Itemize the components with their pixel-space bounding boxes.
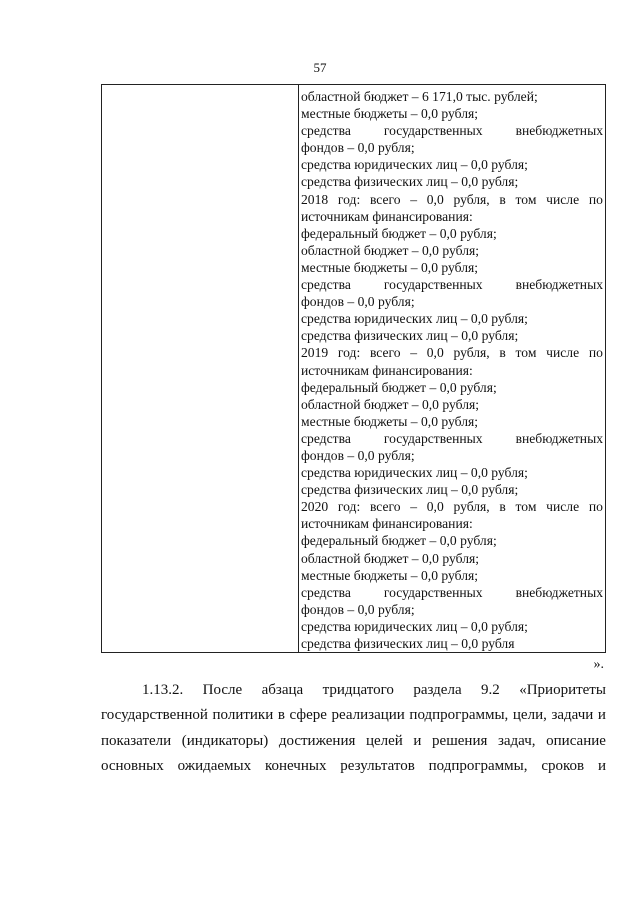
- table-line-text: год:: [337, 499, 361, 515]
- paragraph-word: «Приоритеты: [519, 682, 606, 698]
- paragraph-word: сроков: [541, 758, 585, 775]
- paragraph-word: решения: [432, 732, 488, 749]
- table-line: [301, 327, 603, 344]
- table-line: [301, 635, 603, 652]
- table-line: [301, 430, 603, 447]
- table-line-text: источникам финансирования:: [301, 516, 473, 532]
- table-line-text: –: [410, 499, 418, 515]
- table-line-text: рубля,: [453, 499, 490, 515]
- table-line: [301, 362, 603, 379]
- table-line-text: рубля,: [453, 345, 490, 361]
- table-line-text: числе: [546, 499, 580, 515]
- table-line-text: том: [515, 191, 537, 207]
- table-line: [301, 310, 603, 327]
- paragraph-word: показатели: [101, 732, 172, 749]
- table-line: [301, 567, 603, 584]
- table-line: [301, 122, 603, 139]
- paragraph-word: задачи: [551, 707, 594, 724]
- table-line-text: средства физических лиц – 0,0 рубля;: [301, 174, 519, 190]
- paragraph-word: реализации: [331, 707, 405, 724]
- table-line-text: 2018: [301, 191, 329, 207]
- paragraph-word: и: [597, 707, 606, 724]
- table-line-text: внебюджетных: [515, 430, 603, 446]
- table-line-text: 0,0: [426, 499, 444, 515]
- table-line: [301, 413, 603, 430]
- table-line-text: год:: [337, 191, 361, 207]
- table-line-text: средства юридических лиц – 0,0 рубля;: [301, 618, 528, 634]
- table-line-text: средства физических лиц – 0,0 рубля: [301, 636, 515, 651]
- paragraph-word: 9.2: [481, 682, 500, 698]
- table-column-divider: [298, 85, 299, 652]
- table-line-text: –: [410, 191, 418, 207]
- paragraph-word: сфере: [289, 707, 327, 724]
- table-line: [301, 464, 603, 481]
- table-line: [301, 242, 603, 259]
- table-line: [301, 344, 603, 361]
- table-line-text: средства физических лиц – 0,0 рубля;: [301, 328, 519, 344]
- table-line: [301, 259, 603, 276]
- table-line: [301, 618, 603, 635]
- paragraph-word: целей: [365, 732, 403, 749]
- table-line-text: фондов – 0,0 рубля;: [301, 294, 415, 310]
- table-line-text: том: [515, 345, 537, 361]
- table-line: [301, 225, 603, 242]
- table-line: [301, 191, 603, 208]
- table-line-text: местные бюджеты – 0,0 рубля;: [301, 413, 479, 429]
- financing-table: [101, 84, 606, 653]
- table-line-text: фондов – 0,0 рубля;: [301, 140, 415, 156]
- table-right-cell: [301, 88, 603, 652]
- table-line-text: 0,0: [426, 191, 444, 207]
- table-line-text: фондов – 0,0 рубля;: [301, 601, 415, 617]
- table-line: [301, 139, 603, 156]
- paragraph-word: подпрограммы,: [428, 758, 528, 775]
- table-line-text: государственных: [383, 123, 483, 139]
- table-line-text: по: [588, 191, 603, 207]
- table-line-text: 2019: [301, 345, 329, 361]
- paragraph-word: раздела: [413, 682, 462, 698]
- table-line-text: всего: [369, 499, 401, 515]
- paragraph-word: После: [202, 682, 243, 698]
- paragraph-line: [101, 678, 606, 703]
- paragraph-word: в: [277, 707, 285, 724]
- table-line-text: фондов – 0,0 рубля;: [301, 447, 415, 463]
- paragraph-word: описание: [546, 732, 606, 749]
- table-line-text: числе: [546, 191, 580, 207]
- paragraph-word: достижения: [278, 732, 356, 749]
- table-line-text: год:: [337, 345, 361, 361]
- table-line-text: источникам финансирования:: [301, 208, 473, 224]
- table-line-text: областной бюджет – 0,0 рубля;: [301, 242, 480, 258]
- table-line: [301, 498, 603, 515]
- table-line-text: источникам финансирования:: [301, 362, 473, 378]
- closing-quote: ».: [593, 657, 604, 672]
- table-line: [301, 105, 603, 122]
- table-line-text: средства: [301, 277, 351, 293]
- table-line-text: государственных: [383, 277, 483, 293]
- table-line-text: средства юридических лиц – 0,0 рубля;: [301, 311, 528, 327]
- table-line-text: всего: [369, 345, 401, 361]
- table-line-text: 0,0: [426, 345, 444, 361]
- paragraph-word: задач,: [497, 732, 536, 749]
- paragraph-line: [101, 703, 606, 728]
- paragraph-word: политики: [212, 707, 274, 724]
- page-number: 57: [313, 60, 327, 75]
- table-line: [301, 208, 603, 225]
- table-line-text: в: [499, 191, 506, 207]
- table-line: [301, 293, 603, 310]
- table-line-text: средства юридических лиц – 0,0 рубля;: [301, 157, 528, 173]
- table-line-text: областной бюджет – 6 171,0 тыс. рублей;: [301, 89, 538, 104]
- table-line-text: средства: [301, 584, 351, 600]
- table-line: [301, 379, 603, 396]
- table-line-text: федеральный бюджет – 0,0 рубля;: [301, 379, 497, 395]
- table-line-text: том: [515, 499, 537, 515]
- paragraph-word: результатов: [340, 758, 415, 775]
- paragraph-word: подпрограммы,: [409, 707, 509, 724]
- paragraph-line: [101, 754, 606, 779]
- table-line-text: областной бюджет – 0,0 рубля;: [301, 396, 480, 412]
- table-line: [301, 532, 603, 549]
- table-line: [301, 481, 603, 498]
- table-line: [301, 88, 603, 105]
- paragraph-word: (индикаторы): [181, 732, 269, 749]
- table-line-text: по: [588, 345, 603, 361]
- table-line-text: средства физических лиц – 0,0 рубля;: [301, 482, 519, 498]
- table-line-text: федеральный бюджет – 0,0 рубля;: [301, 533, 497, 549]
- table-line-text: числе: [546, 345, 580, 361]
- table-line: [301, 447, 603, 464]
- paragraph-word: основных: [101, 758, 164, 775]
- table-line-text: государственных: [383, 584, 483, 600]
- table-line-text: областной бюджет – 0,0 рубля;: [301, 550, 480, 566]
- table-line-text: средства: [301, 430, 351, 446]
- table-line-text: государственных: [383, 430, 483, 446]
- body-paragraph: [101, 678, 606, 780]
- paragraph-word: цели,: [512, 707, 547, 724]
- table-line-text: местные бюджеты – 0,0 рубля;: [301, 259, 479, 275]
- paragraph-word: государственной: [101, 707, 208, 724]
- table-line-text: средства юридических лиц – 0,0 рубля;: [301, 465, 528, 481]
- table-line: [301, 601, 603, 618]
- table-line-text: рубля,: [453, 191, 490, 207]
- table-line-text: по: [588, 499, 603, 515]
- paragraph-word: тридцатого: [322, 682, 394, 698]
- table-line: [301, 276, 603, 293]
- paragraph-word: и: [597, 758, 606, 775]
- table-line: [301, 584, 603, 601]
- table-line-text: –: [410, 345, 418, 361]
- paragraph-word: конечных: [264, 758, 327, 775]
- paragraph-word: абзаца: [261, 682, 304, 698]
- paragraph-word: и: [413, 732, 422, 749]
- table-line-text: в: [499, 345, 506, 361]
- table-line-text: средства: [301, 123, 351, 139]
- table-line: [301, 550, 603, 567]
- table-line-text: внебюджетных: [515, 277, 603, 293]
- table-line-text: местные бюджеты – 0,0 рубля;: [301, 567, 479, 583]
- table-line-text: федеральный бюджет – 0,0 рубля;: [301, 225, 497, 241]
- table-line-text: 2020: [301, 499, 329, 515]
- table-line-text: в: [499, 499, 506, 515]
- table-line-text: местные бюджеты – 0,0 рубля;: [301, 106, 479, 122]
- table-line-text: внебюджетных: [515, 123, 603, 139]
- table-line-text: внебюджетных: [515, 584, 603, 600]
- table-line: [301, 396, 603, 413]
- table-line-text: всего: [369, 191, 401, 207]
- paragraph-word: ожидаемых: [177, 758, 252, 775]
- table-line: [301, 156, 603, 173]
- paragraph-word: 1.13.2.: [142, 682, 184, 698]
- paragraph-line: [101, 729, 606, 754]
- table-line: [301, 515, 603, 532]
- table-line: [301, 173, 603, 190]
